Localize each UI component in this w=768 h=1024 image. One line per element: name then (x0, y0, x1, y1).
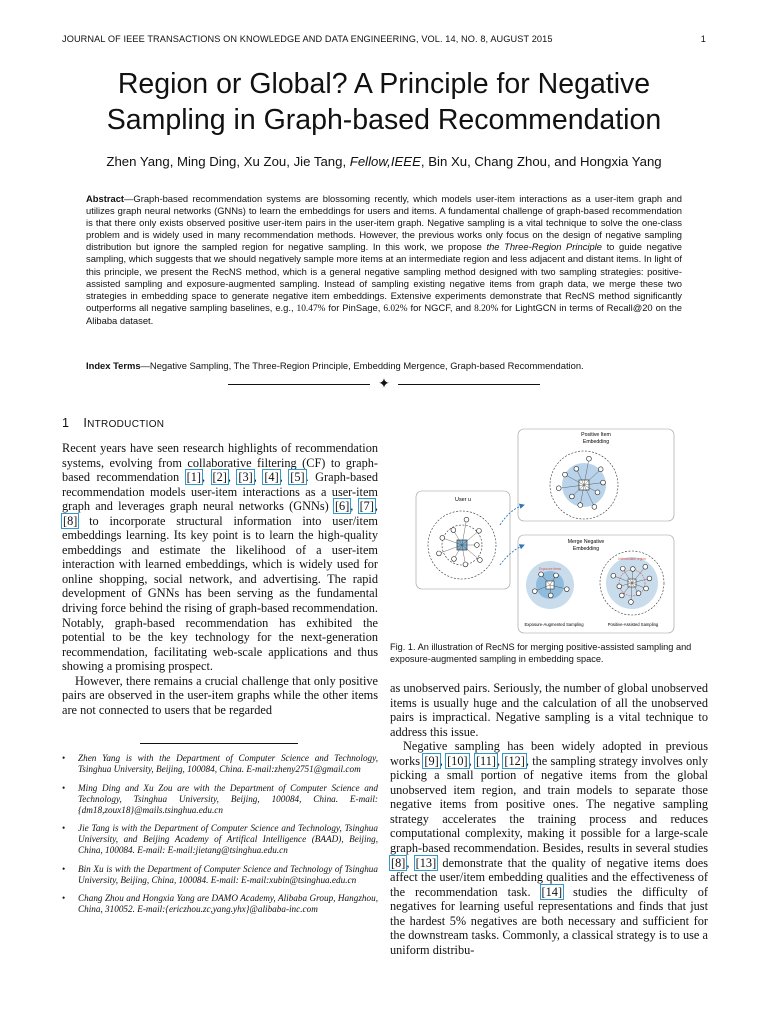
abstract-number: 10.47% (296, 303, 326, 314)
citation-link[interactable]: [13] (415, 855, 437, 870)
title-line-2: Sampling in Graph-based Recommendation (106, 104, 662, 136)
citation-link[interactable]: [2] (212, 470, 227, 485)
text: Recent years have seen research highlights of recommendation systems, evolving from collaborative filtering (CF) to graph-based recommendation (62, 441, 378, 485)
footnote-item: • Zhen Yang is with the Department of Computer Science and Technology, Tsinghua University, Beijing, 100084, China. E-mail:zheny2751@gmail.com (62, 753, 378, 775)
author-list (40, 154, 728, 169)
text: , (227, 470, 238, 485)
fellow-title: Fellow,IEEE (349, 154, 421, 169)
graph-node (477, 528, 482, 533)
divider-ornament-icon: ✦ (378, 376, 390, 392)
text: , (350, 499, 359, 514)
citation-link[interactable]: [8] (63, 513, 78, 528)
text: , (201, 470, 212, 485)
graph-node (477, 558, 482, 563)
graph-node (620, 566, 625, 571)
index-terms-label: Index Terms (86, 360, 141, 371)
authors-part-2: , Bin Xu, Chang Zhou, and Hongxia Yang (420, 154, 662, 169)
graph-node (617, 584, 622, 589)
graph-node (619, 593, 624, 598)
graph-node (463, 562, 468, 567)
graph-node (598, 467, 603, 472)
graph-node (564, 587, 569, 592)
citation-link[interactable]: [14] (541, 884, 563, 899)
text: , (374, 499, 378, 514)
merge-label: Merge Negative (567, 539, 605, 545)
abstract-text: —Graph-based recommendation systems are blossoming recently, which models user-item interactions as a user-item graph and utilizes graph neural networks (GNNs) to learn the embeddings for users and items. A fundamental challenge of graph-based recommendation is that there only exists observed positive user-item pairs in the user-item graph. Negative sampling is a vital technique to solve the one-class problem and is widely used in many recommendation methods. However, the previous works only focus on the design of negative sampling distribution but ignore the sampled region for negative sampling. In this work, we propose (86, 193, 682, 253)
section-initial: I (83, 416, 88, 430)
graph-node (587, 456, 592, 461)
abstract-number: 6.02% (383, 303, 408, 314)
graph-node (578, 503, 583, 508)
author-footnotes (62, 753, 378, 923)
graph-node (548, 593, 553, 598)
right-column (390, 681, 708, 957)
abstract-number: 8.20% (474, 303, 499, 314)
text: demonstrate that the quality of negative items does affect the user/item embedding qualities and the effectiveness of the recommendation task. (390, 855, 708, 899)
abstract-text: for LightGCN in terms of Recall@20 on the Alibaba dataset. (86, 301, 683, 326)
text: , (253, 470, 264, 485)
positive-assisted-label: Positive-Assisted Sampling (607, 622, 659, 627)
journal-name: JOURNAL OF IEEE TRANSACTIONS ON KNOWLEDGE AND DATA ENGINEERING, VOL. 14, NO. 8, AUGUST 2015 (62, 34, 553, 44)
text: , (439, 753, 447, 768)
merge-label-2: Embedding (572, 546, 600, 552)
right-paragraph-1: as unobserved pairs. Seriously, the number of global unobserved items is usually huge and the calculation of all the unobserved pairs is impractical. Negative sampling is a vital technique to address this issue. (390, 681, 708, 739)
graph-node (437, 551, 442, 556)
graph-node (574, 466, 579, 471)
figure-caption: Fig. 1. An illustration of RecNS for merging positive-assisted sampling and exposure-augmented sampling in embedding space. (390, 642, 692, 664)
text: . Graph-based recommendation models user-item interactions as a user-item graph and leverages graph neural networks (GNNs) (62, 470, 378, 514)
citation-link[interactable]: [7] (359, 499, 374, 514)
user-label: User u (455, 497, 471, 503)
citation-link[interactable]: [3] (238, 470, 253, 485)
graph-node (569, 494, 574, 499)
exposure-items-label: Exposure items (539, 567, 561, 571)
index-terms-text: —Negative Sampling, The Three-Region Principle, Embedding Mergence, Graph-based Recommendation. (140, 360, 584, 371)
positive-embedding-label: Positive Item (581, 432, 611, 438)
citation-link[interactable]: [4] (264, 470, 279, 485)
abstract-emphasis: the Three-Region Principle (486, 241, 602, 253)
footnote-item: • Jie Tang is with the Department of Computer Science and Technology, Tsinghua University, and Beijing Academy of Artifical Intelligence (BAAD), Beijing, China, 100084. E-mail: E-mail:jietang@tsinghua.edu.cn (62, 823, 378, 856)
graph-node (611, 573, 616, 578)
citation-link[interactable]: [12] (504, 753, 525, 768)
citation-link[interactable]: [6] (334, 499, 350, 514)
graph-node (630, 567, 635, 572)
right-paragraph-2 (390, 739, 708, 957)
citation-link[interactable]: [9] (424, 753, 439, 768)
title-line-1: Region or Global? A Principle for Negative (117, 68, 651, 100)
graph-node (556, 486, 561, 491)
text: , (468, 753, 475, 768)
abstract-text: for NGCF, and (407, 301, 475, 313)
graph-node (629, 600, 634, 605)
citation-link[interactable]: [8] (391, 855, 406, 870)
intro-paragraph-1 (62, 441, 378, 674)
graph-node (592, 504, 597, 509)
graph-node (636, 591, 641, 596)
graph-node (563, 472, 568, 477)
citation-link[interactable]: [1] (186, 470, 201, 485)
text: , (496, 753, 504, 768)
text: , (406, 855, 415, 870)
graph-node (452, 557, 457, 562)
graph-node (440, 535, 445, 540)
paper-title (40, 66, 728, 138)
abstract-text: to guide negative sampling, which suggests that we should negatively sample more items at an intermediate region and less adjacent and distant items. In light of this principle, we present the RecNS method, which is a general negative sampling method designed with two sampling strategies: positive-assisted sampling and exposure-augmented sampling. Instead of sampling existing negative items from graph data, we merge these two strategies in embedding space to generate negative item embeddings. Extensive experiments demonstrate that RecNS method significantly outperforms all negative sampling baselines, e.g., (86, 241, 682, 313)
text: , the sampling strategy involves only picking a small portion of negative items from the global unobserved item region, and train models to separate those negative items from positive ones. The negative sampling strategy accelerates the training process and reduces computational complexity, making it possible for a large-scale graph-based recommendation. Besides, results in several studies (390, 753, 708, 856)
left-column (62, 441, 378, 717)
footnote-rule (140, 743, 298, 744)
intermediate-region-label: Intermediate region (618, 557, 646, 561)
graph-node (554, 573, 559, 578)
section-number: 1 (62, 416, 70, 430)
figure-1-illustration (414, 427, 676, 635)
intro-paragraph-2: However, there remains a crucial challenge that only positive pairs are observed in the user-item graphs while the other items are not connected to users that be regarded (62, 673, 378, 717)
authors-part-1: Zhen Yang, Ming Ding, Xu Zou, Jie Tang, (106, 154, 350, 169)
graph-node (601, 480, 606, 485)
text: Negative sampling has been widely adopted in previous works (390, 739, 708, 768)
graph-node (539, 572, 544, 577)
graph-node (595, 490, 600, 495)
index-terms (86, 360, 682, 372)
running-header (62, 34, 706, 44)
text: , (279, 470, 290, 485)
graph-node (644, 586, 649, 591)
abstract (86, 193, 682, 327)
text: studies the difficulty of negatives for learning useful representations and finds that just the hardest 5% negatives are both necessary and sufficient for the downstream tasks. Commonly, a classical strategy is to use a uniform distribu- (390, 884, 709, 957)
section-title: NTRODUCTION (87, 419, 165, 430)
text: to incorporate structural information into user/item embeddings learning. Its key point is to learn the high-quality embeddings and estimate the likelihood of a user-item interaction with learned embeddings, which is widely used for online shopping, social network, and advertising. The rapid development of GNNs has been serving as the fundamental driving force behind the rising of graph-based recommendation. Notably, graph-based recommendation has exhibited the potential to be the key technology for the next-generation recommendation, facilitating web-scale applications and thus showing a promising prospect. (62, 513, 378, 674)
page-number: 1 (700, 34, 706, 44)
graph-node (464, 517, 469, 522)
citation-link[interactable]: [11] (475, 753, 496, 768)
citation-link[interactable]: [5] (290, 470, 305, 485)
abstract-label: Abstract (86, 193, 125, 204)
positive-embedding-label-2: Embedding (582, 439, 610, 445)
graph-node (532, 589, 537, 594)
graph-node (643, 564, 648, 569)
abstract-text: for PinSage, (325, 301, 384, 313)
footnote-item: • Ming Ding and Xu Zou are with the Department of Computer Science and Technology, Tsinghua University, Beijing, 100084, China. E-mail:{dm18,zoux18}@mails.tsinghua.edu.cn (62, 783, 378, 816)
exposure-sampling-label: Exposure-Augmented Sampling (524, 622, 584, 627)
graph-node (647, 576, 652, 581)
graph-node (474, 543, 479, 548)
citation-link[interactable]: [10] (447, 753, 468, 768)
footnote-item: • Bin Xu is with the Department of Computer Science and Technology of Tsinghua University, Beijing, China, 100084. E-mail: E-mail:xubin@tsinghua.edu.cn (62, 864, 378, 886)
section-heading-introduction (62, 416, 164, 430)
graph-node (451, 528, 456, 533)
footnote-item: • Chang Zhou and Hongxia Yang are DAMO Academy, Alibaba Group, Hangzhou, China, 310052. E-mail:{ericzhou.zc,yang.yhx}@alibaba-inc.com (62, 893, 378, 915)
